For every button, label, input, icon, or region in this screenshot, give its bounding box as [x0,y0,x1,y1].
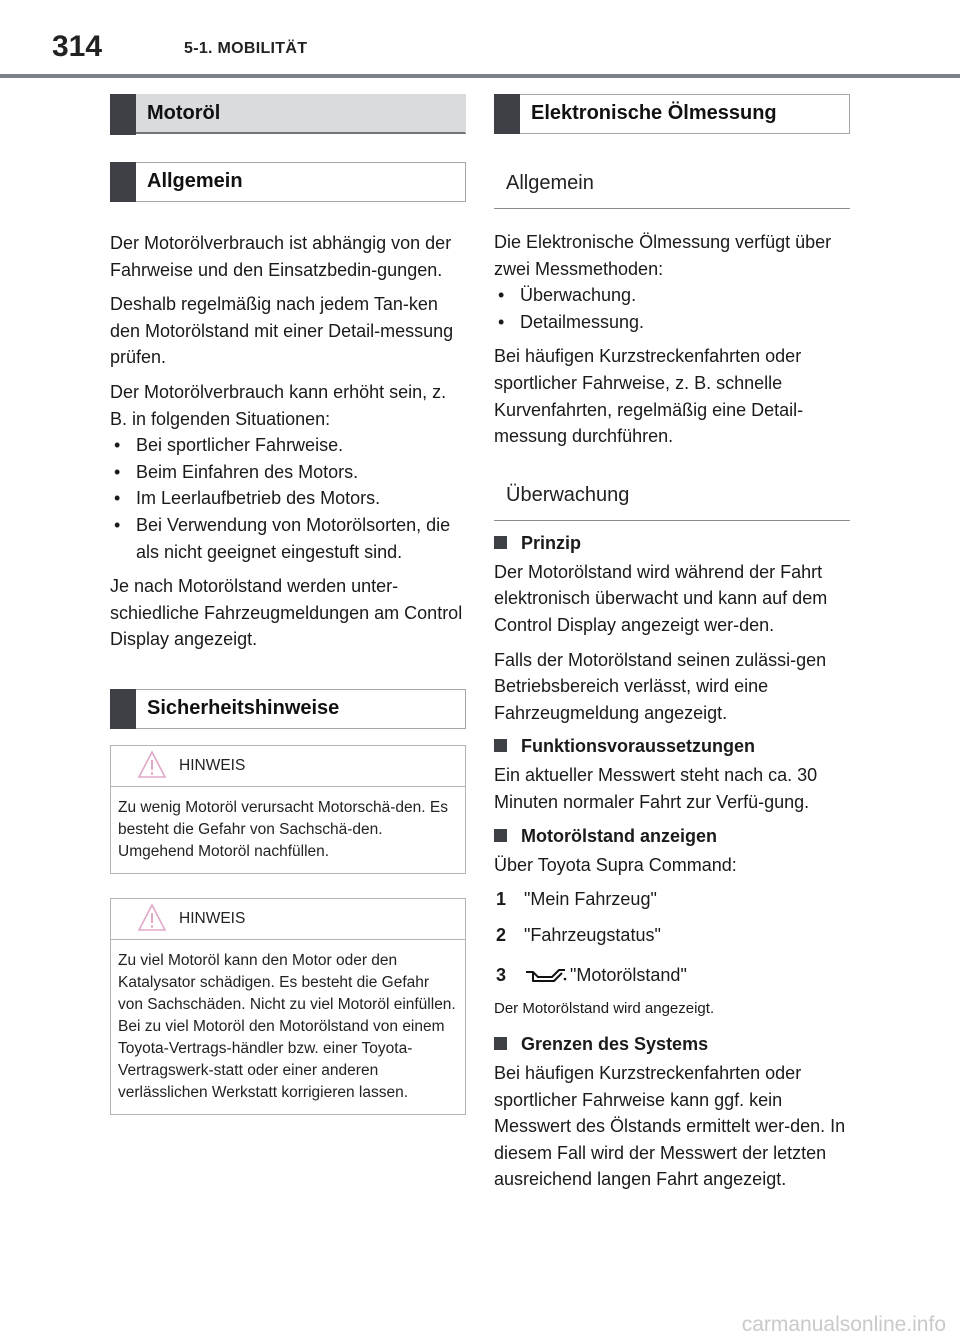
section-title: Elektronische Ölmessung [531,102,777,124]
left-column [110,94,466,1139]
topic-heading [494,531,850,555]
step-text: "Mein Fahrzeug" [524,889,657,910]
step-item [494,886,850,912]
topic-heading [494,824,850,848]
square-bullet-icon [494,1037,507,1050]
warning-triangle-icon [137,903,167,933]
section-bar [494,94,520,134]
page-header [0,0,960,78]
square-bullet-icon [494,739,507,752]
step-number: 3 [496,965,507,986]
paragraph: Bei häufigen Kurzstreckenfahrten oder sportlicher Fahrweise, z. B. schnelle Kurvenfahrten, regelmäßig eine Detail-messung durchführen. [494,346,804,447]
bullet-item: • Im Leerlaufbetrieb des Motors. [110,485,466,512]
result-note: Der Motorölstand wird angezeigt. [494,1000,715,1018]
step-number: 1 [496,889,507,910]
right-column [494,94,850,1201]
paragraph: Je nach Motorölstand werden unter-schiedliche Fahrzeugmeldungen am Control Display angezeigt. [110,576,463,650]
bullet-list [110,432,466,565]
paragraph: Die Elektronische Ölmessung verfügt über zwei Messmethoden: [494,232,832,279]
notice-header [111,746,465,787]
heading-bar [110,162,136,202]
bullet-item: • Bei sportlicher Fahrweise. [110,432,466,459]
paragraph: Über Toyota Supra Command: [494,854,737,875]
bullet-item: • Überwachung. [494,282,850,309]
bullet-item: • Beim Einfahren des Motors. [110,459,466,486]
square-bullet-icon [494,536,507,549]
topic-heading [494,1032,850,1056]
topic-heading [494,734,850,758]
topic-heading-label: Grenzen des Systems [521,1034,709,1055]
bullet-item: • Detailmessung. [494,309,850,336]
notice-header [111,899,465,940]
paragraph: Der Motorölverbrauch kann erhöht sein, z. B. in folgenden Situationen: [110,381,447,429]
heading-bar [110,689,136,729]
square-bullet-icon [494,829,507,842]
notice-box [110,898,466,1115]
section-title: Motoröl [147,102,221,124]
step-number: 2 [496,925,507,946]
notice-box [110,745,466,874]
heading-allgemein [110,162,466,202]
section-elektronische-oelmessung [494,94,850,134]
header-rule [0,74,960,78]
subheading-label: Überwachung [506,483,630,506]
subheading-ueberwachung [494,476,850,521]
notice-title: HINWEIS [179,756,246,774]
step-item [494,922,850,948]
topic-heading-label: Motorölstand anzeigen [521,825,718,846]
step-text: "Fahrzeugstatus" [524,925,661,946]
paragraph: Deshalb regelmäßig nach jedem Tan-ken den Motorölstand mit einer Detail-messung prüfen. [110,294,454,368]
section-bar [110,94,136,135]
subheading-allgemein [494,164,850,209]
paragraph: Falls der Motorölstand seinen zulässi-gen Betriebsbereich verlässt, wird eine Fahrzeugmeldung angezeigt. [494,649,827,723]
oil-can-icon [524,965,568,985]
heading-label: Sicherheitshinweise [147,696,340,719]
warning-triangle-icon [137,750,167,780]
notice-text: Zu wenig Motoröl verursacht Motorschä-den. Es besteht die Gefahr von Sachschä-den. Umgehend Motoröl nachfüllen. [118,798,448,860]
paragraph: Ein aktueller Messwert steht nach ca. 30 Minuten normaler Fahrt zur Verfü-gung. [494,765,818,812]
page-number: 314 [52,30,103,63]
step-text: "Motorölstand" [570,965,687,986]
step-item [494,962,850,988]
subheading-label: Allgemein [506,172,594,194]
heading-label: Allgemein [147,170,243,192]
watermark: carmanualsonline.info [741,1313,946,1336]
bullet-list [494,282,850,335]
section-motoroel [110,94,466,134]
topic-heading-label: Funktionsvoraussetzungen [521,736,756,757]
paragraph: Bei häufigen Kurzstreckenfahrten oder sportlicher Fahrweise kann ggf. kein Messwert des Ölstands ermittelt wer-den. In diesem Fall wird der Messwert der letzten ausreichend langen Fahrt angezeigt. [494,1063,846,1190]
topic-heading-label: Prinzip [521,532,582,553]
bullet-item: • Bei Verwendung von Motorölsorten, die als nicht geeignet eingestuft sind. [110,512,466,565]
notice-text: Zu viel Motoröl kann den Motor oder den Katalysator schädigen. Es besteht die Gefahr von Sachschäden. Nicht zu viel Motoröl einfüllen. Bei zu viel Motoröl den Motorölstand von einem Toyota-Vertrags-händler bzw. einer Toyota-Vertragswerk-statt oder einer anderen verlässlichen Werkstatt korrigieren lassen. [118,951,456,1101]
chapter-title: 5-1. MOBILITÄT [184,40,308,57]
heading-sicherheitshinweise [110,689,466,729]
paragraph: Der Motorölverbrauch ist abhängig von der Fahrweise und den Einsatzbedin-gungen. [110,233,452,280]
paragraph: Der Motorölstand wird während der Fahrt elektronisch überwacht und kann auf dem Control Display angezeigt wer-den. [494,561,828,635]
notice-title: HINWEIS [179,909,246,927]
